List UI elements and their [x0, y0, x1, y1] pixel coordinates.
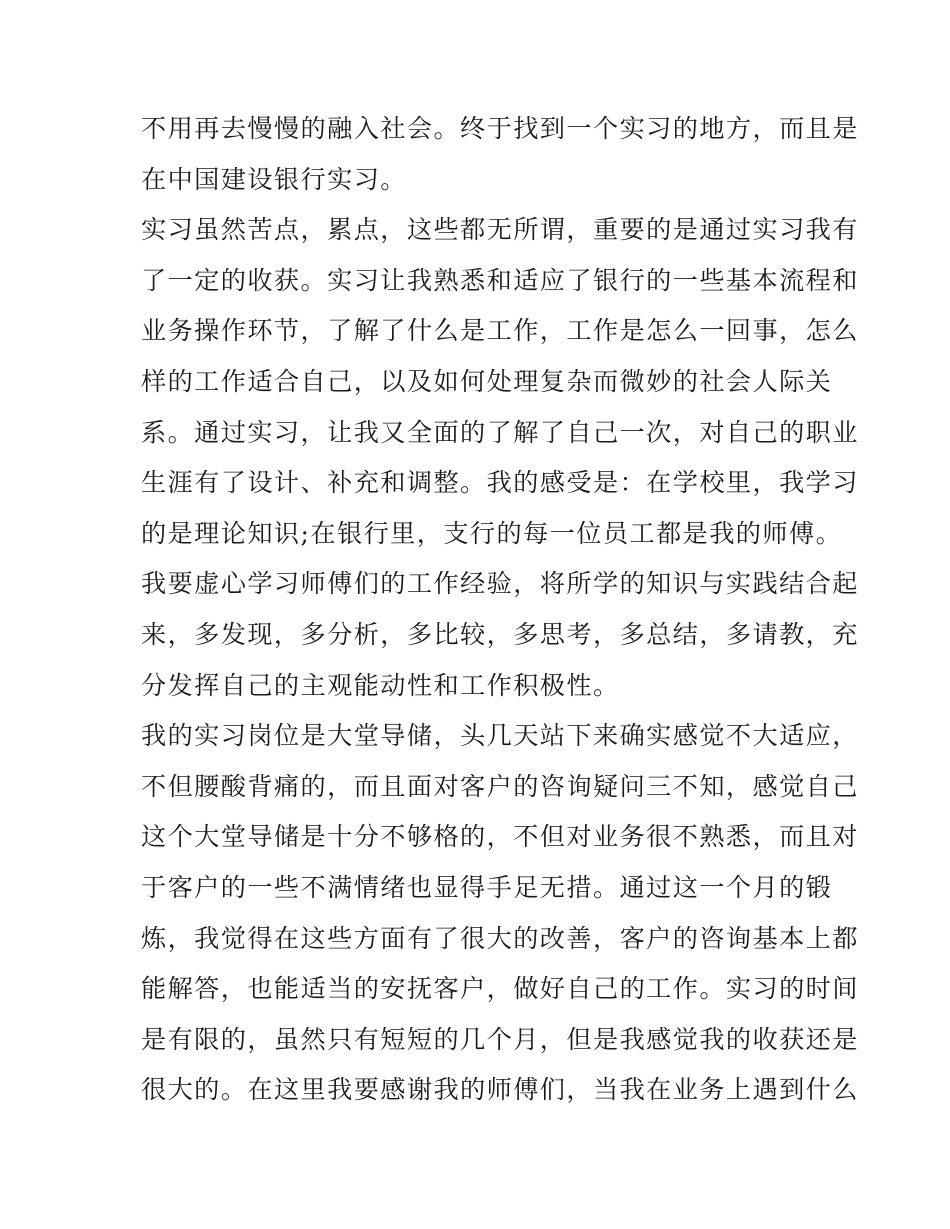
- text-line: 系。通过实习，让我又全面的了解了自己一次，对自己的职业: [141, 417, 859, 447]
- text-line: 分发挥自己的主观能动性和工作积极性。: [141, 670, 620, 700]
- text-line: 了一定的收获。实习让我熟悉和适应了银行的一些基本流程和: [141, 265, 859, 295]
- text-line: 实习虽然苦点，累点，这些都无所谓，重要的是通过实习我有: [141, 215, 859, 245]
- text-line: 生涯有了设计、补充和调整。我的感受是：在学校里，我学习: [141, 468, 859, 498]
- text-line: 我的实习岗位是大堂导储，头几天站下来确实感觉不大适应，: [141, 721, 859, 751]
- text-line: 是有限的，虽然只有短短的几个月，但是我感觉我的收获还是: [141, 1024, 859, 1054]
- text-line: 这个大堂导储是十分不够格的，不但对业务很不熟悉，而且对: [141, 822, 859, 852]
- text-line: 很大的。在这里我要感谢我的师傅们，当我在业务上遇到什么: [141, 1075, 859, 1105]
- text-line: 来，多发现，多分析，多比较，多思考，多总结，多请教，充: [141, 619, 859, 649]
- text-line: 不但腰酸背痛的，而且面对客户的咨询疑问三不知，感觉自己: [141, 771, 859, 801]
- text-line: 的是理论知识;在银行里，支行的每一位员工都是我的师傅。: [141, 518, 843, 548]
- text-line: 炼，我觉得在这些方面有了很大的改善，客户的咨询基本上都: [141, 923, 859, 953]
- text-line: 不用再去慢慢的融入社会。终于找到一个实习的地方，而且是: [141, 114, 859, 143]
- text-line: 于客户的一些不满情绪也显得手足无措。通过这一个月的锻: [141, 872, 833, 902]
- text-line: 能解答，也能适当的安抚客户，做好自己的工作。实习的时间: [141, 974, 859, 1004]
- document-body: [141, 104, 859, 1116]
- text-line: 我要虚心学习师傅们的工作经验，将所学的知识与实践结合起: [141, 569, 859, 599]
- text-line: 在中国建设银行实习。: [141, 164, 407, 194]
- text-line: 业务操作环节，了解了什么是工作，工作是怎么一回事，怎么: [141, 316, 859, 346]
- text-line: 样的工作适合自己，以及如何处理复杂而微妙的社会人际关: [141, 366, 833, 396]
